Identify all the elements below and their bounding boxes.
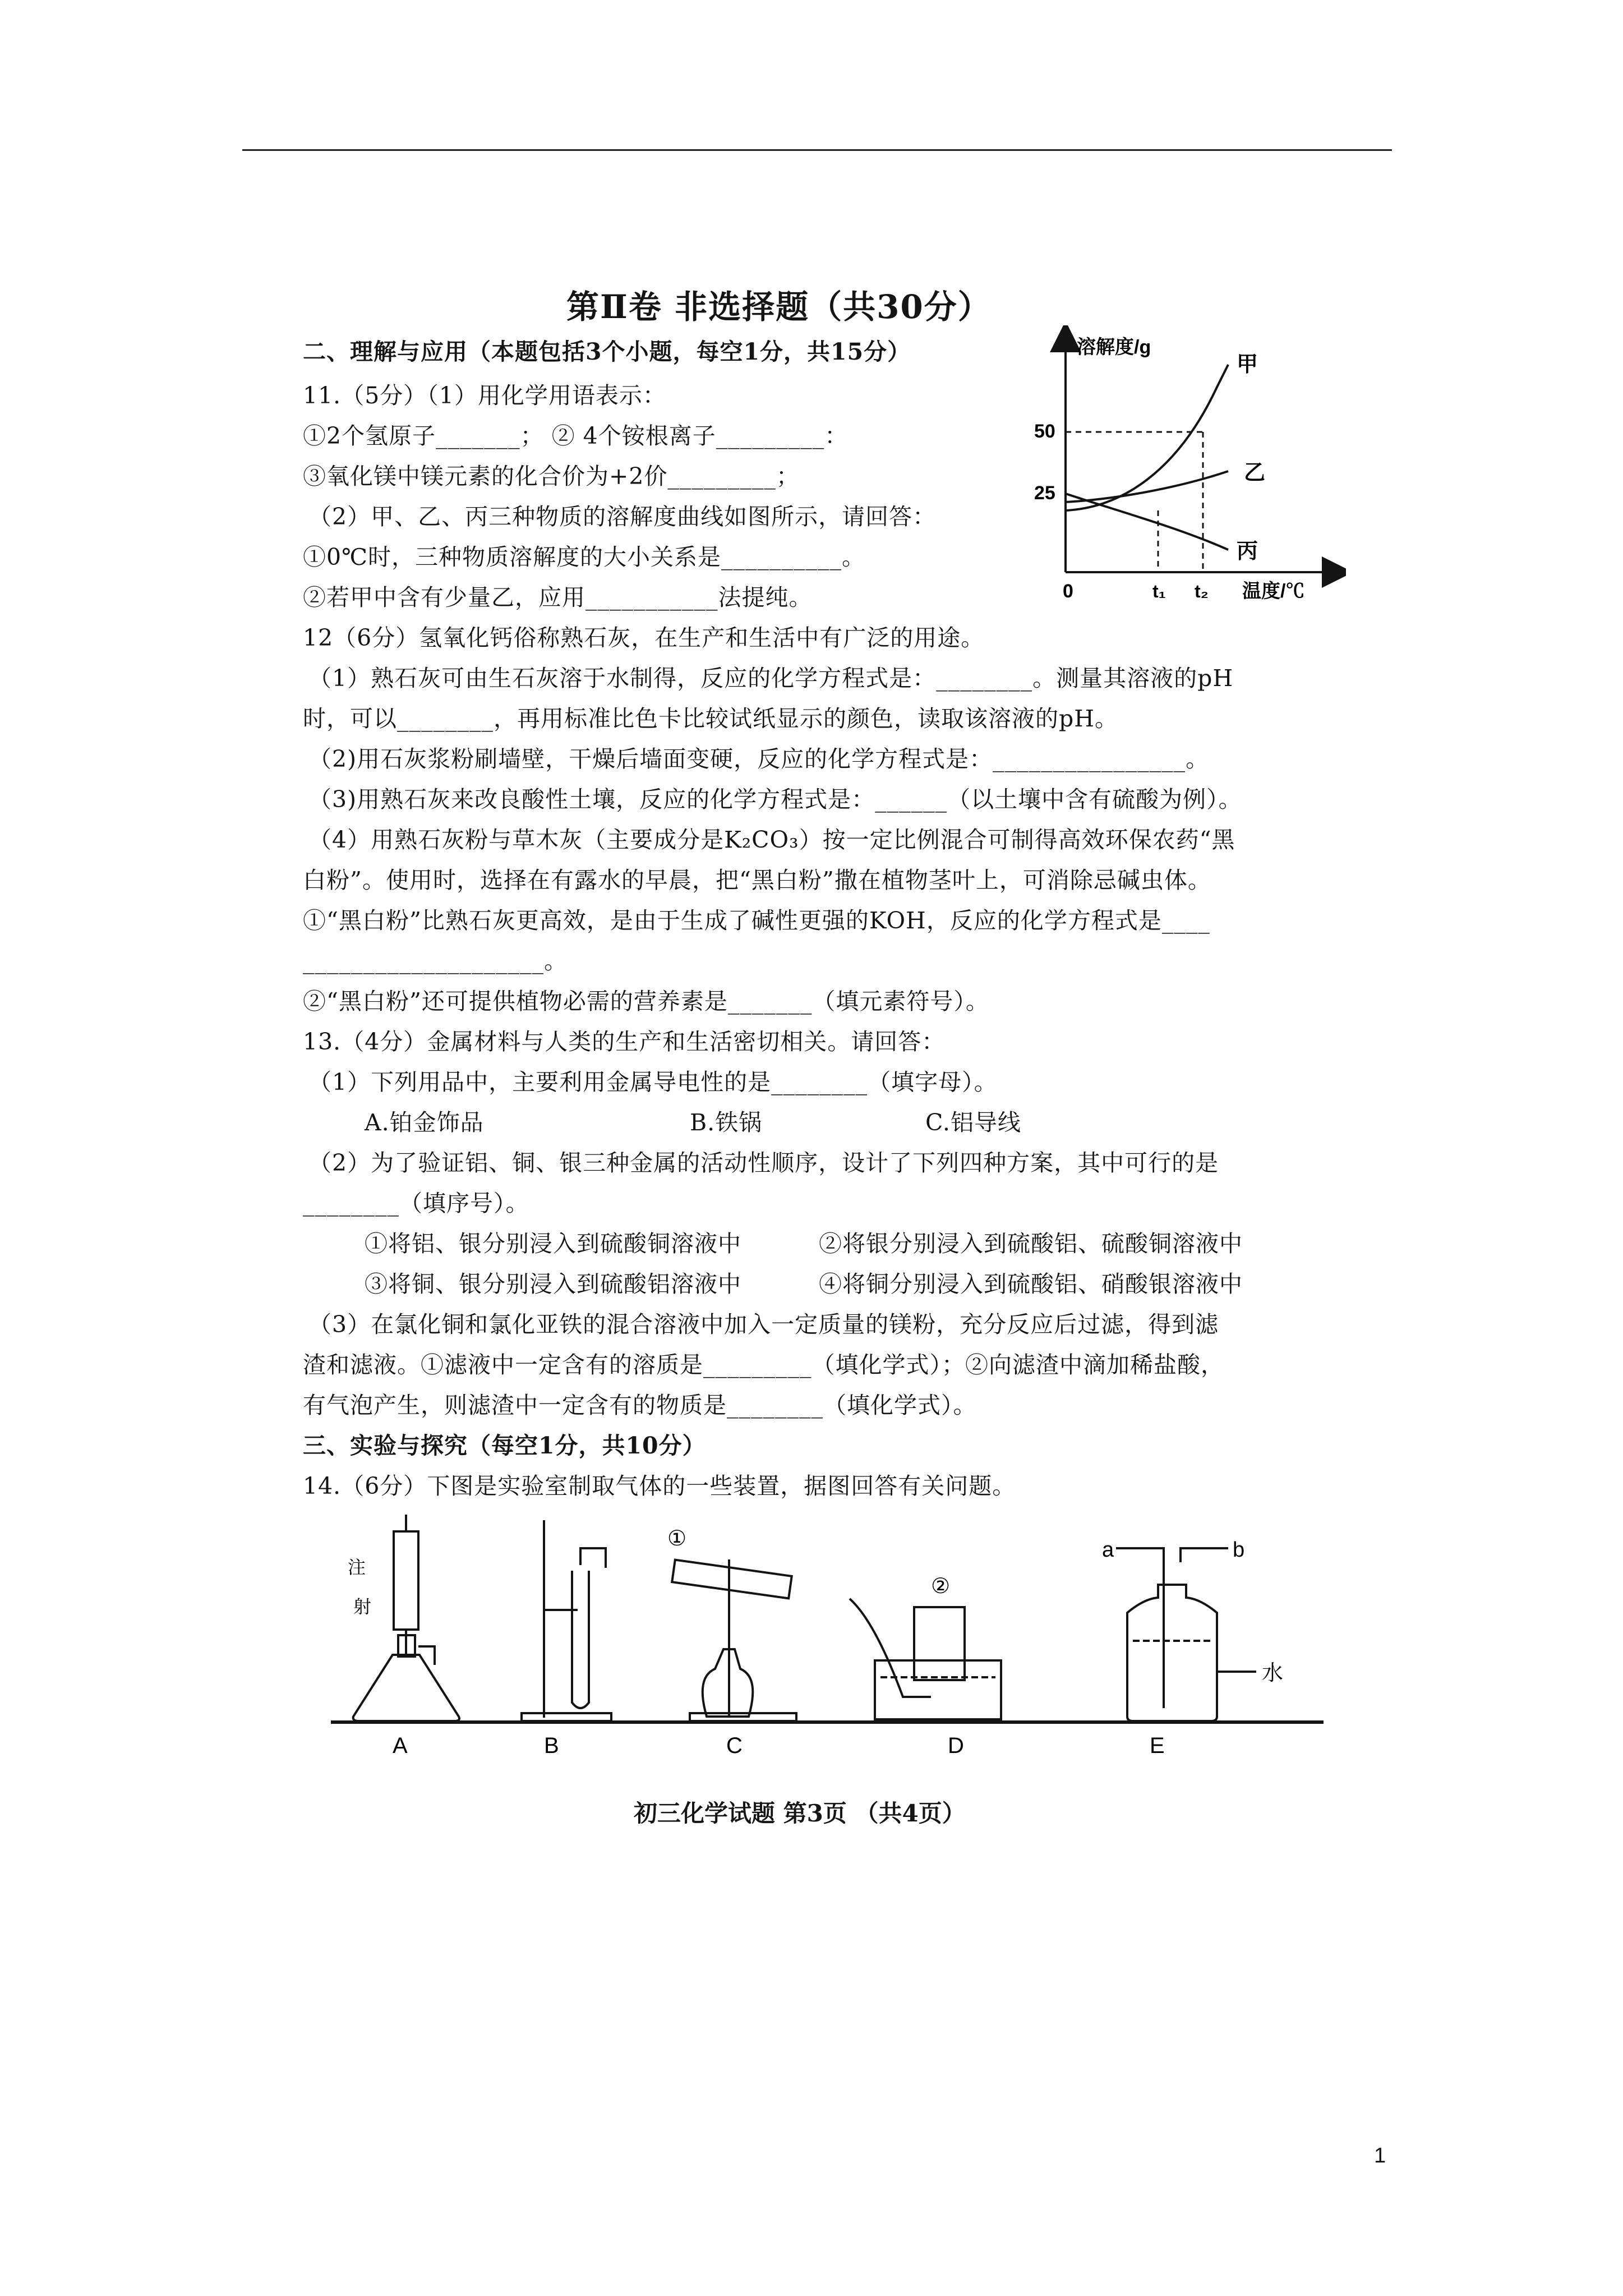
q12-line3: 时，可以________，再用标准比色卡比较试纸显示的颜色，读取该溶液的pH。 <box>303 705 1118 732</box>
label-bing: 丙 <box>1237 540 1258 563</box>
section-title: 第Ⅱ卷 非选择题（共30分） <box>566 288 992 326</box>
page-number: 1 <box>1374 2144 1386 2168</box>
label-b: B <box>544 1733 559 1758</box>
label-e: E <box>1150 1733 1165 1758</box>
tick-50: 50 <box>1034 421 1055 442</box>
q12-line5: （3)用熟石灰来改良酸性土壤，反应的化学方程式是：______（以土壤中含有硫酸为例）。 <box>308 786 1242 813</box>
label-jia: 甲 <box>1237 353 1258 376</box>
q13-line4: （2）为了验证铝、铜、银三种金属的活动性顺序，设计了下列四种方案，其中可行的是 <box>308 1149 1219 1176</box>
q13-scheme-4: ④将铜分别浸入到硫酸铝、硝酸银溶液中 <box>819 1271 1243 1297</box>
curve-bing <box>1066 494 1228 550</box>
page-footer: 初三化学试题 第3页 （共4页） <box>634 1800 966 1827</box>
q11-line2: ①2个氢原子_______； ② 4个铵根离子_________： <box>303 422 849 449</box>
syringe-label-2: 射 <box>353 1596 372 1617</box>
header-rule <box>242 149 1392 151</box>
q12-line10: ②“黑白粉”还可提供植物必需的营养素是_______（填元素符号）。 <box>303 988 989 1015</box>
q12-line6: （4）用熟石灰粉与草木灰（主要成分是K₂CO₃）按一定比例混合可制得高效环保农药“黑 <box>308 826 1235 853</box>
q14-line: 14.（6分）下图是实验室制取气体的一些装置，据图回答有关问题。 <box>303 1473 1016 1499</box>
q13-line8: （3）在氯化铜和氯化亚铁的混合溶液中加入一定质量的镁粉，充分反应后过滤，得到滤 <box>308 1311 1219 1338</box>
q13-line9: 渣和滤液。①滤液中一定含有的溶质是_________（填化学式）；②向滤渣中滴加稀盐酸， <box>303 1351 1224 1378</box>
lab-apparatus-figure <box>320 1509 1335 1767</box>
tick-t1: t₁ <box>1152 581 1166 600</box>
apparatus-e-gas-bottle <box>1116 1548 1256 1721</box>
x-axis-label: 温度/℃ <box>1242 581 1305 600</box>
part3-heading: 三、实验与探究（每空1分，共10分） <box>303 1432 706 1459</box>
q13-option-b: B.铁锅 <box>690 1109 763 1136</box>
apparatus-c-heated-tube <box>672 1559 796 1721</box>
apparatus-d-water-trough <box>850 1599 1001 1719</box>
q12-line1: 12（6分）氢氧化钙俗称熟石灰，在生产和生活中有广泛的用途。 <box>303 624 985 651</box>
mark-1: ① <box>667 1527 687 1550</box>
q13-scheme-1: ①将铝、银分别浸入到硫酸铜溶液中 <box>365 1230 741 1257</box>
tick-25: 25 <box>1034 482 1055 504</box>
q12-line9: ____________________。 <box>303 947 568 974</box>
q13-option-a: A.铂金饰品 <box>365 1109 484 1136</box>
label-a: A <box>393 1733 408 1758</box>
q12-line8: ①“黑白粉”比熟石灰更高效，是由于生成了碱性更强的KOH，反应的化学方程式是____ <box>303 907 1210 934</box>
q12-line2: （1）熟石灰可由生石灰溶于水制得，反应的化学方程式是：________。测量其溶液的pH <box>308 665 1234 692</box>
q13-line2: （1）下列用品中，主要利用金属导电性的是________（填字母）。 <box>308 1069 998 1096</box>
q12-line4: （2)用石灰浆粉刷墙壁，干燥后墙面变硬，反应的化学方程式是：________________。 <box>308 746 1210 772</box>
q13-option-c: C.铝导线 <box>925 1109 1021 1136</box>
q13-scheme-2: ②将银分别浸入到硫酸铝、硫酸铜溶液中 <box>819 1230 1243 1257</box>
mark-2: ② <box>931 1575 951 1598</box>
label-c: C <box>726 1733 743 1758</box>
q13-scheme-3: ③将铜、银分别浸入到硫酸铝溶液中 <box>365 1271 741 1297</box>
q13-line10: 有气泡产生，则滤渣中一定含有的物质是________（填化学式）。 <box>303 1392 977 1419</box>
q13-line5: ________（填序号）。 <box>303 1190 529 1217</box>
q11-line4: （2）甲、乙、丙三种物质的溶解度曲线如图所示，请回答： <box>308 503 937 530</box>
y-axis-label: 溶解度/g <box>1077 337 1151 358</box>
apparatus-b-stand-testtube <box>522 1520 611 1721</box>
q11-line6: ②若甲中含有少量乙，应用___________法提纯。 <box>303 584 813 611</box>
q11-line3: ③氧化镁中镁元素的化合价为+2价_________； <box>303 463 800 490</box>
apparatus-a-flask-syringe <box>353 1515 459 1721</box>
port-a: a <box>1102 1538 1114 1562</box>
part2-heading: 二、理解与应用（本题包括3个小题，每空1分，共15分） <box>303 338 911 365</box>
water-label: 水 <box>1262 1662 1284 1685</box>
label-yi: 乙 <box>1244 461 1266 485</box>
solubility-curve-chart <box>1032 325 1346 600</box>
q12-line7: 白粉”。使用时，选择在有露水的早晨，把“黑白粉”撒在植物茎叶上，可消除忌碱虫体。 <box>303 867 1211 894</box>
syringe-label-1: 注 <box>348 1557 366 1577</box>
q11-line5: ①0℃时，三种物质溶解度的大小关系是__________。 <box>303 544 865 570</box>
label-d: D <box>948 1733 964 1758</box>
tick-t2: t₂ <box>1195 581 1209 600</box>
q13-line1: 13.（4分）金属材料与人类的生产和生活密切相关。请回答： <box>303 1028 946 1055</box>
origin-label: 0 <box>1063 581 1073 600</box>
port-b: b <box>1233 1538 1245 1562</box>
q11-line1: 11.（5分）（1）用化学用语表示： <box>303 382 666 409</box>
